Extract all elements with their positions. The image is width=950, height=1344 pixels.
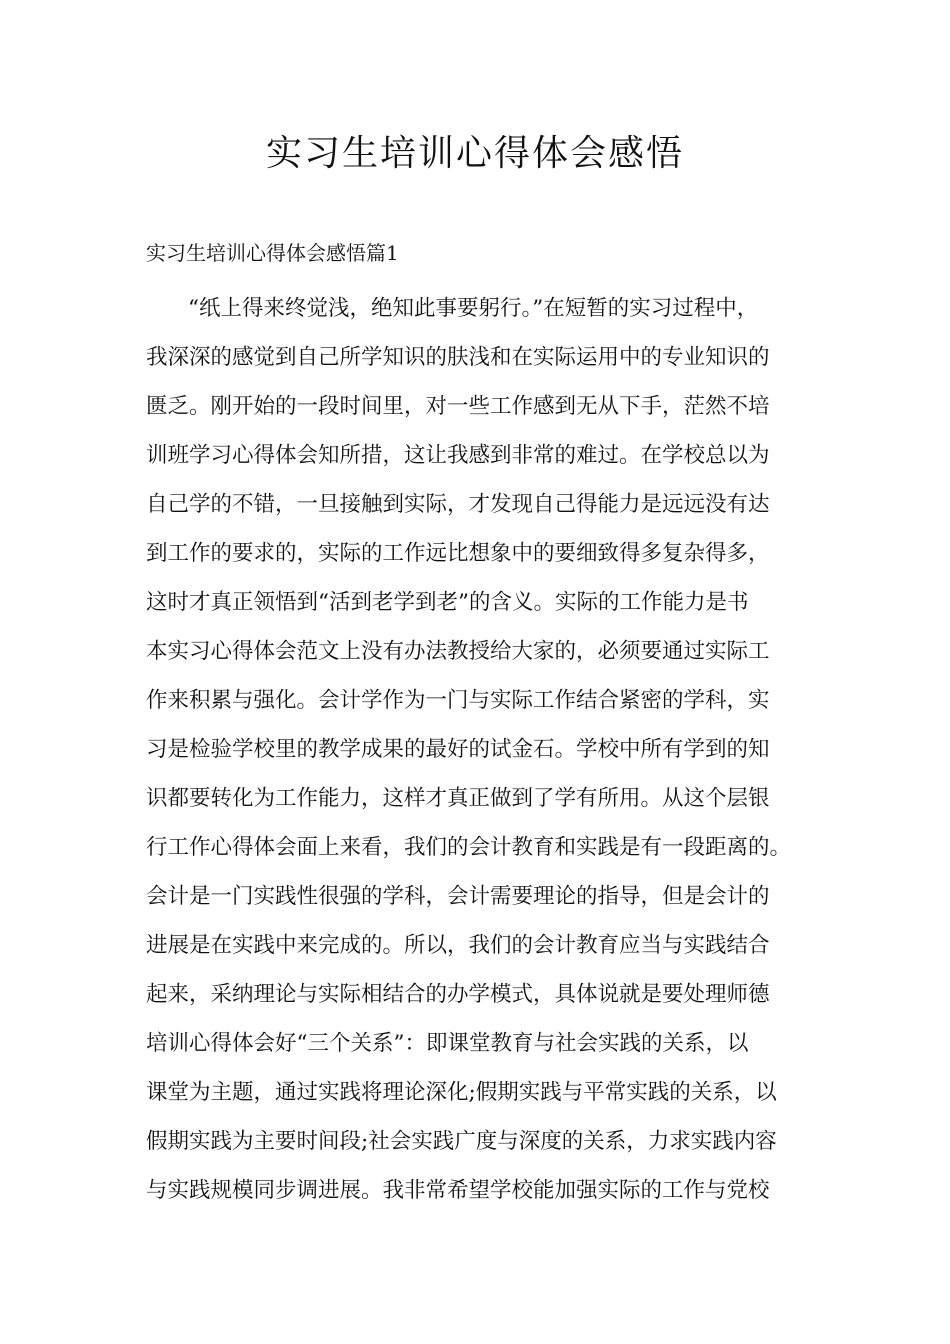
- body-line: “纸上得来终觉浅，绝知此事要躬行。”在短暂的实习过程中，: [188, 296, 759, 321]
- body-line: 到工作的要求的，实际的工作远比想象中的要细致得多复杂得多，: [146, 541, 770, 566]
- body-line: 这时才真正领悟到“活到老学到老”的含义。实际的工作能力是书: [146, 590, 749, 615]
- body-line: 训班学习心得体会知所措，这让我感到非常的难过。在学校总以为: [146, 443, 770, 468]
- document-title: 实习生培训心得体会感悟: [265, 133, 684, 174]
- body-line: 习是检验学校里的教学成果的最好的试金石。学校中所有学到的知: [146, 737, 770, 762]
- body-line: 与实践规模同步调进展。我非常希望学校能加强实际的工作与党校: [146, 1178, 770, 1203]
- section-heading: 实习生培训心得体会感悟篇1: [146, 241, 399, 265]
- body-line: 会计是一门实践性很强的学科，会计需要理论的指导，但是会计的: [146, 884, 770, 909]
- body-line: 行工作心得体会面上来看，我们的会计教育和实践是有一段距离的。: [146, 835, 792, 860]
- body-line: 我深深的感觉到自己所学知识的肤浅和在实际运用中的专业知识的: [146, 345, 770, 370]
- body-line: 本实习心得体会范文上没有办法教授给大家的，必须要通过实际工: [146, 639, 770, 664]
- body-line: 假期实践为主要时间段;社会实践广度与深度的关系，力求实践内容: [146, 1129, 777, 1154]
- body-text: [146, 284, 846, 1215]
- body-line: 作来积累与强化。会计学作为一门与实际工作结合紧密的学科，实: [146, 688, 770, 713]
- body-line: 起来，采纳理论与实际相结合的办学模式，具体说就是要处理师德: [146, 982, 770, 1007]
- body-line: 进展是在实践中来完成的。所以，我们的会计教育应当与实践结合: [146, 933, 770, 958]
- body-line: 匮乏。刚开始的一段时间里，对一些工作感到无从下手，茫然不培: [146, 394, 770, 419]
- body-line: 识都要转化为工作能力，这样才真正做到了学有所用。从这个层银: [146, 786, 770, 811]
- body-line: 课堂为主题，通过实践将理论深化;假期实践与平常实践的关系，以: [146, 1080, 777, 1105]
- body-line: 培训心得体会好“三个关系”：即课堂教育与社会实践的关系，以: [146, 1031, 749, 1056]
- body-line: 自己学的不错，一旦接触到实际，才发现自己得能力是远远没有达: [146, 492, 770, 517]
